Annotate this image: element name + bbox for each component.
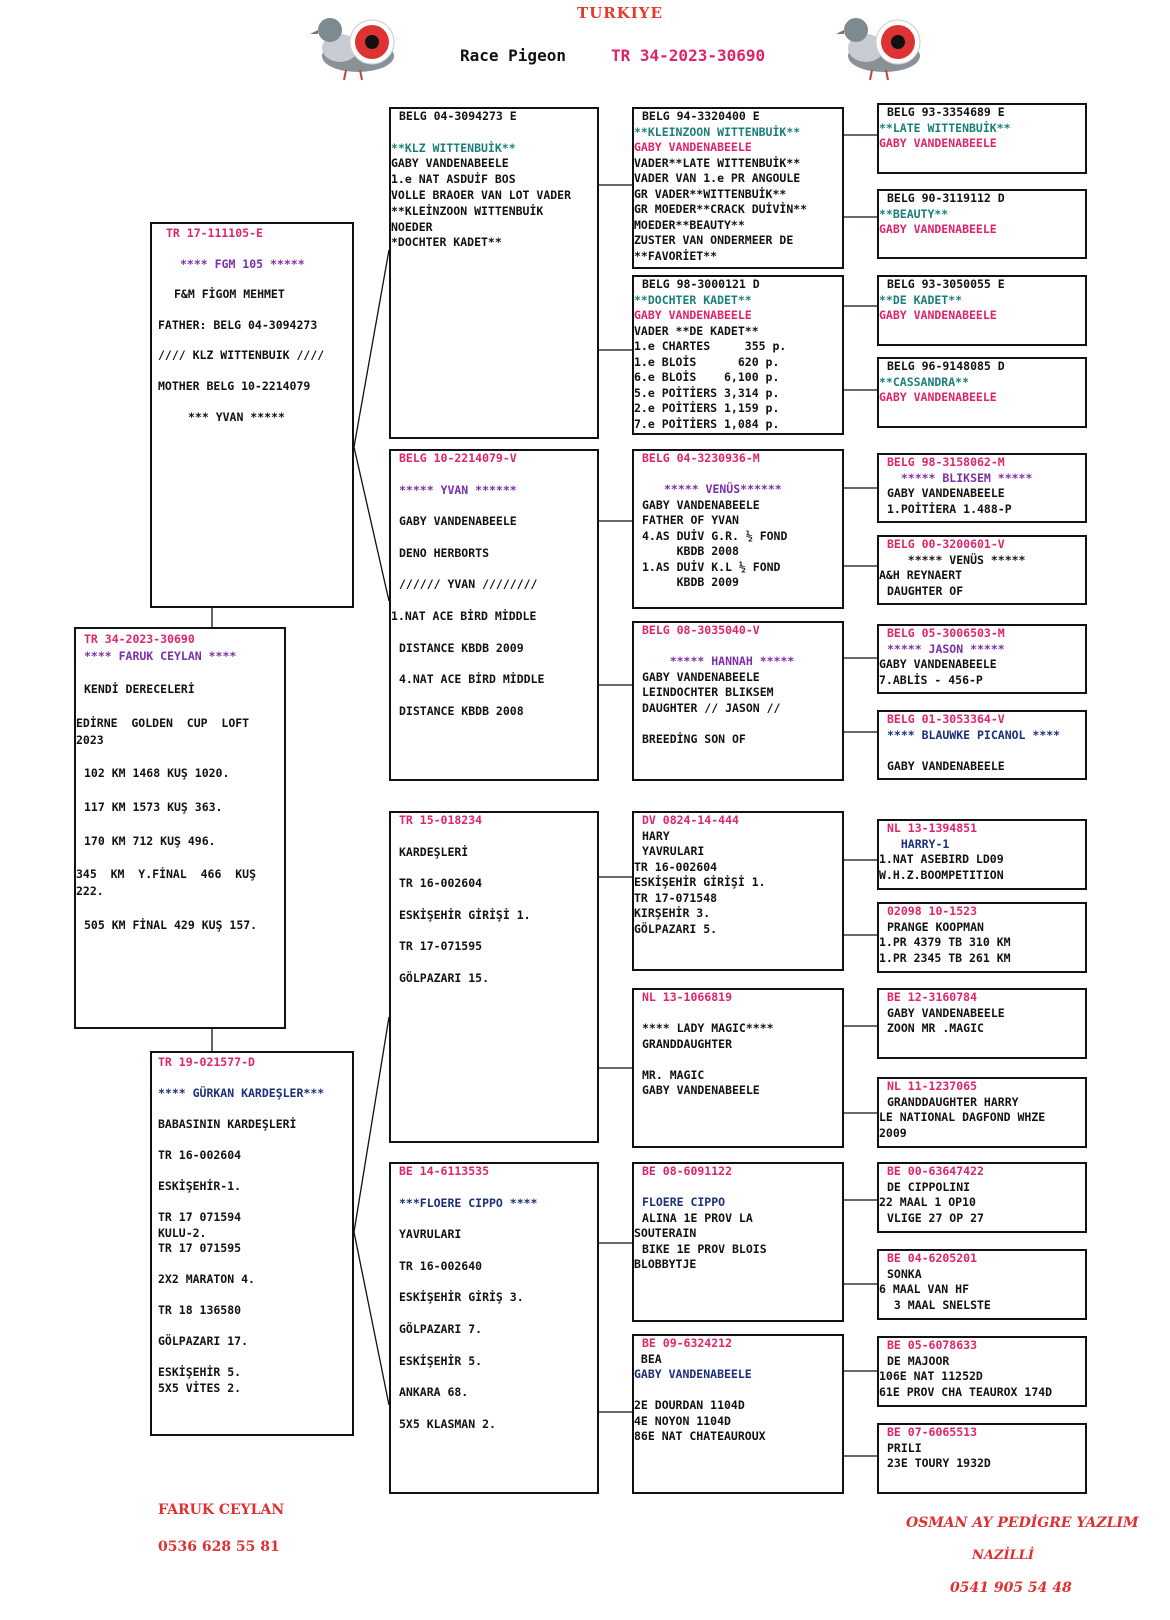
race-pigeon-label: Race Pigeon	[460, 46, 566, 65]
card-line: GABY VANDENABEELE	[634, 140, 752, 154]
card-line: BELG 00-3200601-V	[887, 537, 1005, 551]
card-line: **** BLAUWKE PICANOL ****	[887, 727, 1061, 742]
card-line: MOTHER BELG 10-2214079	[158, 378, 311, 393]
card-line: BE 08-6091122	[642, 1164, 733, 1178]
card-line: 02098 10-1523	[887, 904, 978, 918]
card-line	[634, 1180, 842, 1196]
card-line	[634, 467, 842, 483]
software-phone: 0541 905 54 48	[950, 1580, 1072, 1596]
card-line: ***** BLIKSEM *****	[887, 470, 1033, 485]
card-line: **FAVORİET**	[634, 248, 718, 263]
card-line: TR 16-002604	[399, 876, 483, 891]
card-line: GRANDDAUGHTER	[642, 1036, 733, 1051]
card-line: VLIGE 27 OP 27	[887, 1210, 984, 1225]
card-line: HARY	[642, 828, 670, 843]
card-line: GABY VANDENABEELE	[887, 758, 1005, 773]
card-line: **** GÜRKAN KARDEŞLER***	[158, 1086, 325, 1100]
card-line: BELG 90-3119112 D	[887, 191, 1005, 205]
card-line: YAVRULARI	[642, 844, 705, 858]
card-line	[634, 716, 842, 732]
grandparent-card	[389, 1162, 599, 1494]
card-line: BABASININ KARDEŞLERİ	[158, 1117, 297, 1131]
card-line: 1.e NAT ASDUİF BOS	[391, 172, 516, 187]
card-line: 1.PR 2345 TB 261 KM	[879, 950, 1011, 965]
card-line: GABY VANDENABEELE	[887, 1005, 1005, 1020]
card-line: ZUSTER VAN ONDERMEER DE	[634, 233, 794, 247]
card-line: BELG 04-3230936-M	[642, 451, 760, 465]
card-line: BLOBBYTJE	[634, 1257, 697, 1271]
card-line: 5.e POİTİERS 3,314 p.	[634, 385, 780, 400]
great-great-grandparent-card	[877, 1336, 1087, 1407]
card-line: **DOCHTER KADET**	[634, 292, 752, 307]
card-line: BELG 96-9148085 D	[887, 359, 1005, 373]
card-line: 102 KM 1468 KUŞ 1020.	[84, 766, 230, 781]
card-line	[158, 1319, 352, 1335]
card-line: TR 15-018234	[399, 813, 483, 827]
great-grandparent-card	[632, 1334, 844, 1494]
card-line: BELG 10-2214079-V	[399, 451, 517, 465]
card-line	[76, 782, 284, 799]
card-line: KBDB 2009	[642, 575, 739, 589]
card-line: ESKİŞEHİR GİRİŞ 3.	[399, 1290, 524, 1305]
card-line: DE MAJOOR	[887, 1353, 950, 1368]
card-line: **** FARUK CEYLAN ****	[84, 648, 237, 663]
great-grandparent-card	[632, 275, 844, 435]
card-line: GR MOEDER**CRACK DUİVİN**	[634, 202, 808, 216]
card-line: DV 0824-14-444	[642, 813, 739, 827]
subject-card	[74, 627, 286, 1029]
card-line: BE 04-6205201	[887, 1251, 978, 1265]
great-great-grandparent-card	[877, 453, 1087, 523]
card-line	[391, 530, 597, 546]
card-line: ESKİŞEHİR 5.	[399, 1353, 483, 1368]
card-line: TR 18 136580	[158, 1303, 242, 1317]
card-line	[391, 892, 597, 908]
country-title: TURKIYE	[577, 4, 663, 22]
card-line: BREEDİNG SON OF	[642, 731, 746, 746]
card-line: FATHER: BELG 04-3094273	[158, 317, 318, 332]
card-line: ***** VENÜS******	[664, 482, 782, 496]
card-line	[391, 1275, 597, 1291]
card-line	[391, 860, 597, 876]
card-line: GÖLPAZARI 15.	[399, 970, 490, 985]
card-line: GABY VANDENABEELE	[879, 390, 997, 404]
card-line: GABY VANDENABEELE	[391, 156, 509, 171]
card-line: 1.NAT ASEBIRD LD09	[879, 852, 1004, 866]
card-line: 61E PROV CHA TEAUROX 174D	[879, 1384, 1053, 1399]
card-line: BE 07-6065513	[887, 1425, 978, 1439]
card-line	[158, 394, 352, 409]
card-line	[391, 1211, 597, 1227]
card-line	[76, 900, 284, 917]
card-line: 4.NAT ACE BİRD MİDDLE	[399, 672, 545, 687]
card-line: W.H.Z.BOOMPETITION	[879, 867, 1004, 882]
card-line: **KLEINZOON WITTENBUİK**	[634, 124, 801, 139]
card-line	[391, 593, 597, 609]
card-line: 4.AS DUİV G.R. ½ FOND	[642, 528, 788, 543]
great-grandparent-card	[632, 1162, 844, 1322]
card-line: FLOERE CIPPO	[642, 1195, 726, 1209]
card-line	[391, 467, 597, 483]
header-ring-number: TR 34-2023-30690	[611, 46, 766, 65]
grandparent-card	[389, 811, 599, 1143]
card-line: BIKE 1E PROV BLOIS	[642, 1241, 767, 1256]
great-grandparent-card	[632, 988, 844, 1148]
card-line: ***** HANNAH *****	[642, 654, 795, 668]
card-line: SOUTERAIN	[634, 1226, 697, 1240]
great-grandparent-card	[632, 621, 844, 781]
card-line: ZOON MR .MAGIC	[887, 1021, 984, 1035]
card-line: **KLEİNZOON WITTENBUİK	[391, 203, 544, 218]
card-line	[158, 302, 352, 317]
card-line: NL 13-1066819	[642, 990, 733, 1004]
card-line: BE 05-6078633	[887, 1338, 978, 1352]
card-line: GÖLPAZARI 7.	[399, 1321, 483, 1336]
card-line: BELG 01-3053364-V	[887, 712, 1005, 726]
card-line: BELG 98-3000121 D	[642, 277, 760, 291]
card-line	[158, 1257, 352, 1273]
card-line	[391, 1180, 597, 1196]
card-line: **KLZ WITTENBUİK**	[391, 140, 516, 155]
card-line	[158, 241, 352, 256]
card-line: LE NATIONAL DAGFOND WHZE	[879, 1110, 1046, 1124]
great-great-grandparent-card	[877, 624, 1087, 694]
great-grandparent-card	[632, 107, 844, 269]
card-line: 3 MAAL SNELSTE	[887, 1297, 991, 1312]
great-great-grandparent-card	[877, 535, 1087, 605]
card-line: 345 KM Y.FİNAL 466 KUŞ	[76, 867, 257, 882]
card-line	[391, 688, 597, 704]
card-line: 2.e POİTİERS 1,159 p.	[634, 401, 780, 415]
great-great-grandparent-card	[877, 902, 1087, 973]
card-line: NOEDER	[391, 219, 433, 234]
card-line: DAUGHTER OF	[887, 583, 964, 598]
card-line	[158, 364, 352, 379]
card-line: ***FLOERE CIPPO ****	[399, 1195, 538, 1210]
card-line: BELG 05-3006503-M	[887, 626, 1005, 640]
card-line: BE 12-3160784	[887, 990, 978, 1004]
card-line: ALINA 1E PROV LA	[642, 1210, 753, 1225]
card-line: EDİRNE GOLDEN CUP LOFT	[76, 715, 250, 730]
card-line: 5X5 VİTES 2.	[158, 1380, 242, 1395]
card-line	[158, 333, 352, 348]
owner-phone: 0536 628 55 81	[158, 1539, 280, 1555]
card-line	[158, 1071, 352, 1087]
card-line	[391, 1369, 597, 1385]
great-great-grandparent-card	[877, 1077, 1087, 1148]
great-great-grandparent-card	[877, 189, 1087, 259]
sire-card	[150, 222, 354, 608]
software-brand: OSMAN AY PEDİGRE YAZLIM	[906, 1515, 1139, 1531]
card-line: TR 17 071595	[158, 1241, 242, 1255]
card-line: VADER**LATE WITTENBUİK**	[634, 155, 801, 170]
card-line	[76, 665, 284, 682]
card-line: GR VADER**WITTENBUİK**	[634, 186, 787, 201]
card-line: 1.AS DUİV K.L ½ FOND	[642, 559, 781, 574]
card-line: 22 MAAL 1 OP10	[879, 1195, 976, 1209]
card-line: TR 17-071548	[634, 890, 718, 905]
card-line: 505 KM FİNAL 429 KUŞ 157.	[84, 917, 258, 932]
card-line	[391, 656, 597, 672]
card-line: GABY VANDENABEELE	[634, 308, 752, 322]
great-grandparent-card	[632, 449, 844, 609]
card-line: **LATE WITTENBUİK**	[879, 120, 1011, 135]
card-line	[391, 924, 597, 940]
card-line: 4E NOYON 1104D	[634, 1413, 731, 1428]
card-line: 2E DOURDAN 1104D	[634, 1398, 745, 1412]
card-line: KBDB 2008	[642, 544, 739, 558]
card-line	[158, 1164, 352, 1180]
card-line: 7.ABLİS - 456-P	[879, 672, 983, 687]
great-great-grandparent-card	[877, 1249, 1087, 1320]
card-line: 2X2 MARATON 4.	[158, 1272, 255, 1286]
card-line: KARDEŞLERİ	[399, 844, 469, 859]
card-line: SONKA	[887, 1266, 922, 1281]
card-line	[76, 698, 284, 715]
card-line: BELG 93-3354689 E	[887, 105, 1005, 119]
card-line: PRILI	[887, 1440, 922, 1455]
card-line: 117 KM 1573 KUŞ 363.	[84, 799, 223, 814]
card-line: TR 34-2023-30690	[84, 632, 195, 646]
card-line: HARRY-1	[887, 836, 950, 851]
card-line: ////// YVAN ////////	[399, 577, 538, 592]
card-line: BELG 93-3050055 E	[887, 277, 1005, 291]
grandparent-card	[389, 107, 599, 439]
card-line	[634, 1052, 842, 1068]
card-line: TR 17-111105-E	[166, 226, 263, 240]
card-line	[76, 749, 284, 766]
card-line: 23E TOURY 1932D	[887, 1456, 991, 1470]
card-line: DISTANCE KBDB 2008	[399, 703, 524, 718]
great-great-grandparent-card	[877, 710, 1087, 780]
card-line	[158, 1350, 352, 1366]
card-line: TR 19-021577-D	[158, 1055, 255, 1069]
card-line: **CASSANDRA**	[879, 374, 970, 389]
card-line: ***** JASON *****	[887, 641, 1005, 656]
grandparent-card	[389, 449, 599, 781]
card-line	[391, 1401, 597, 1417]
card-line: TR 16-002604	[634, 859, 718, 874]
card-line: GABY VANDENABEELE	[642, 497, 760, 512]
card-line: GABY VANDENABEELE	[642, 669, 760, 684]
card-line: BEA	[634, 1351, 662, 1366]
card-line: YAVRULARI	[399, 1227, 462, 1242]
card-line: BE 09-6324212	[642, 1336, 733, 1350]
card-line: *DOCHTER KADET**	[391, 235, 502, 250]
card-line: GABY VANDENABEELE	[634, 1367, 752, 1381]
card-line	[879, 743, 1085, 759]
card-line: 1.e BLOİS 620 p.	[634, 354, 780, 369]
card-line: GABY VANDENABEELE	[399, 514, 517, 529]
card-line: NL 11-1237065	[887, 1079, 978, 1093]
card-line	[158, 1288, 352, 1304]
card-line: **** FGM 105 *****	[180, 256, 305, 271]
card-line: A&H REYNAERT	[879, 568, 963, 582]
card-line: 222.	[76, 883, 104, 898]
card-line	[634, 1006, 842, 1022]
card-line: 1.e CHARTES 355 p.	[634, 339, 787, 353]
card-line	[634, 639, 842, 655]
card-line: ESKİŞEHİR GİRİŞİ 1.	[634, 875, 766, 889]
card-line: ANKARA 68.	[399, 1385, 469, 1400]
card-line	[391, 562, 597, 578]
card-line: BELG 94-3320400 E	[642, 109, 760, 123]
card-line	[391, 625, 597, 641]
card-line: ESKİŞEHİR 5.	[158, 1365, 242, 1379]
card-line: **BEAUTY**	[879, 206, 949, 221]
card-line: DAUGHTER // JASON //	[642, 700, 781, 715]
card-line: 7.e POİTİERS 1,084 p.	[634, 416, 780, 431]
card-line	[158, 1195, 352, 1211]
card-line: GRANDDAUGHTER HARRY	[887, 1094, 1019, 1109]
card-line	[76, 816, 284, 833]
card-line: **** LADY MAGIC****	[642, 1021, 774, 1035]
card-line: ESKİŞEHİR-1.	[158, 1179, 242, 1193]
card-line: GABY VANDENABEELE	[887, 486, 1005, 500]
card-line: BELG 98-3158062-M	[887, 455, 1005, 469]
card-line: DISTANCE KBDB 2009	[399, 640, 524, 655]
card-line: 1.PR 4379 TB 310 KM	[879, 935, 1011, 949]
card-line: 2009	[879, 1125, 907, 1140]
card-line: GABY VANDENABEELE	[879, 308, 997, 322]
card-line: KIRŞEHİR 3.	[634, 906, 711, 920]
card-line: *** YVAN *****	[188, 409, 285, 424]
card-line: DE CIPPOLINI	[887, 1179, 971, 1194]
card-line	[76, 849, 284, 866]
card-line: VADER VAN 1.e PR ANGOULE	[634, 171, 801, 185]
card-line	[391, 1338, 597, 1354]
great-great-grandparent-card	[877, 103, 1087, 174]
card-line: PRANGE KOOPMAN	[887, 919, 984, 934]
card-line: GABY VANDENABEELE	[642, 1083, 760, 1097]
card-line: VOLLE BRAOER VAN LOT VADER	[391, 187, 572, 202]
great-great-grandparent-card	[877, 988, 1087, 1059]
dam-card	[150, 1051, 354, 1436]
pigeon-icon	[310, 12, 400, 82]
owner-name: FARUK CEYLAN	[158, 1502, 285, 1518]
card-line: BELG 04-3094273 E	[399, 109, 517, 123]
card-line: 1.POİTİERA 1.488-P	[887, 501, 1012, 516]
card-line: 106E NAT 11252D	[879, 1369, 983, 1383]
card-line	[158, 272, 352, 287]
card-line	[391, 125, 597, 141]
card-line: TR 16-002640	[399, 1258, 483, 1273]
card-line	[391, 1243, 597, 1259]
pigeon-icon	[836, 12, 926, 82]
great-great-grandparent-card	[877, 819, 1087, 890]
software-city: NAZİLLİ	[972, 1548, 1034, 1563]
great-grandparent-card	[632, 811, 844, 971]
card-line	[158, 1133, 352, 1149]
card-line: LEINDOCHTER BLIKSEM	[642, 685, 774, 699]
card-line: DENO HERBORTS	[399, 545, 490, 560]
card-line: F&M FİGOM MEHMET	[174, 287, 285, 302]
card-line	[391, 955, 597, 971]
card-line	[391, 498, 597, 514]
card-line: FATHER OF YVAN	[642, 513, 739, 527]
card-line	[391, 1306, 597, 1322]
card-line: 1.NAT ACE BİRD MİDDLE	[391, 608, 537, 623]
card-line: MR. MAGIC	[642, 1067, 705, 1082]
card-line: 2023	[76, 732, 104, 747]
card-line: GABY VANDENABEELE	[879, 136, 997, 150]
card-line: KULU-2.	[158, 1225, 207, 1240]
card-line: ***** YVAN ******	[399, 482, 517, 497]
card-line: TR 17 071594	[158, 1210, 242, 1224]
card-line	[634, 1383, 842, 1399]
card-line: //// KLZ WITTENBUIK ////	[158, 348, 325, 363]
card-line: 6 MAAL VAN HF	[879, 1282, 970, 1296]
card-line: BE 14-6113535	[399, 1164, 490, 1178]
great-great-grandparent-card	[877, 1423, 1087, 1494]
card-line: 170 KM 712 KUŞ 496.	[84, 833, 216, 848]
card-line: MOEDER**BEAUTY**	[634, 217, 745, 232]
card-line: **DE KADET**	[879, 292, 963, 307]
card-line: BE 00-63647422	[887, 1164, 984, 1178]
card-line	[158, 1102, 352, 1118]
card-line: GABY VANDENABEELE	[879, 657, 997, 671]
card-line: GÖLPAZARI 17.	[158, 1334, 249, 1348]
great-great-grandparent-card	[877, 1162, 1087, 1233]
card-line: 6.e BLOİS 6,100 p.	[634, 370, 780, 384]
card-line	[391, 829, 597, 845]
card-line: 5X5 KLASMAN 2.	[399, 1416, 496, 1431]
card-line: ESKİŞEHİR GİRİŞİ 1.	[399, 907, 531, 922]
card-line: BELG 08-3035040-V	[642, 623, 760, 637]
card-line: GABY VANDENABEELE	[879, 222, 997, 236]
great-great-grandparent-card	[877, 357, 1087, 428]
card-line: KENDİ DERECELERİ	[84, 682, 195, 697]
card-line: TR 17-071595	[399, 939, 483, 954]
card-line: VADER **DE KADET**	[634, 323, 759, 338]
card-line: TR 16-002604	[158, 1148, 242, 1162]
card-line: ***** VENÜS *****	[887, 552, 1026, 567]
great-great-grandparent-card	[877, 275, 1087, 346]
card-line: NL 13-1394851	[887, 821, 978, 835]
card-line: 86E NAT CHATEAUROUX	[634, 1429, 766, 1443]
card-line: GÖLPAZARI 5.	[634, 921, 718, 936]
